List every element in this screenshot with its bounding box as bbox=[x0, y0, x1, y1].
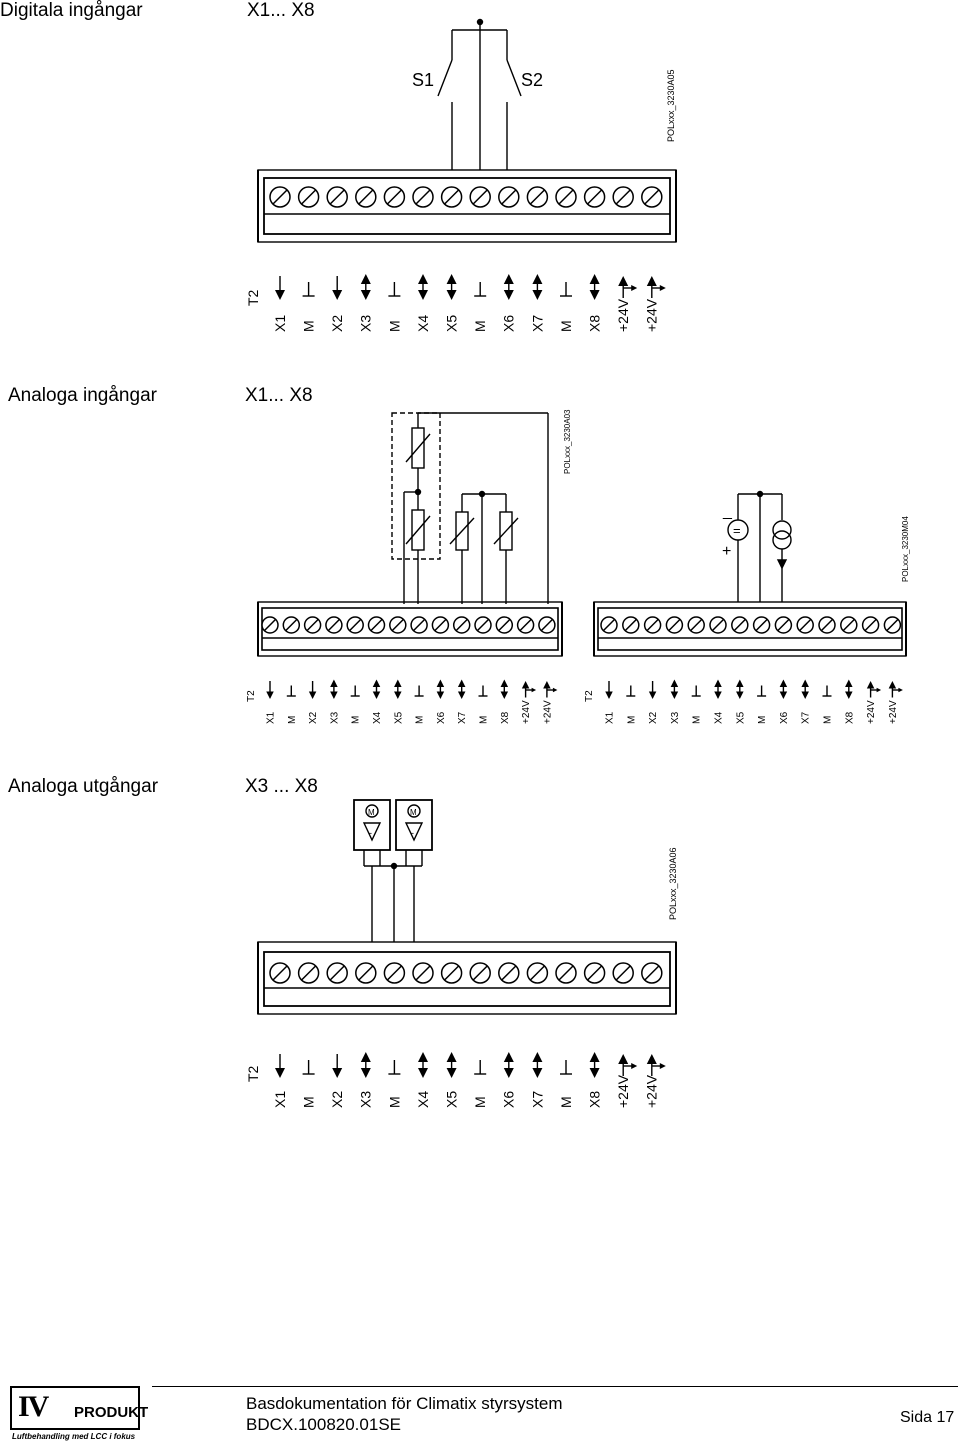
digital-symbol-14-tailhead bbox=[660, 285, 666, 291]
ain-left-label-5: M bbox=[350, 715, 362, 724]
ain-left-symbol-9-down bbox=[437, 692, 445, 700]
footer-doc-code: BDCX.100820.01SE bbox=[246, 1415, 401, 1434]
ain-left-symbol-13-tailhead bbox=[532, 688, 537, 693]
analog-out-figure-code: POLxxx_3230A06 bbox=[668, 847, 678, 920]
analog-outputs-range: X3 ... X8 bbox=[245, 776, 318, 797]
digital-label-2: M bbox=[300, 320, 317, 332]
aout-label-5: M bbox=[386, 1096, 403, 1108]
analog-in-figure-code-left: POLxxx_3230A03 bbox=[563, 409, 572, 474]
analog-inputs-title: Analoga ingångar bbox=[8, 385, 157, 406]
digital-label-11: M bbox=[557, 320, 574, 332]
ain-left-label-4: X3 bbox=[329, 711, 341, 724]
ain-right-label-7: X5 bbox=[735, 711, 747, 724]
actuator2-minus-label: - bbox=[411, 828, 414, 838]
ain-right-symbol-12-down bbox=[845, 692, 853, 700]
aout-symbol-9-down bbox=[504, 1068, 514, 1078]
ain-left-label-6: X4 bbox=[372, 711, 383, 724]
aout-symbol-7-down bbox=[447, 1068, 457, 1078]
digital-label-13: +24V bbox=[615, 298, 632, 332]
digital-label-3: X2 bbox=[329, 314, 346, 332]
digital-label-14: +24V bbox=[643, 298, 660, 332]
aout-symbol-4-up bbox=[361, 1052, 371, 1062]
digital-label-1: X1 bbox=[271, 314, 288, 332]
ain-left-symbol-13-up bbox=[522, 681, 530, 689]
ain-left-symbol-12-up bbox=[501, 680, 509, 688]
aout-symbol-1-head bbox=[275, 1068, 285, 1078]
source-minus-label: _ bbox=[723, 503, 732, 520]
ain-right-label-11: M bbox=[822, 715, 834, 724]
aout-label-10: X7 bbox=[529, 1090, 546, 1108]
aout-symbol-10-up bbox=[532, 1052, 542, 1062]
ain-right-label-8: M bbox=[757, 715, 769, 724]
ain-right-label-9: X6 bbox=[778, 711, 790, 724]
ain-left-label-1: X1 bbox=[265, 711, 277, 724]
digital-label-12: X8 bbox=[586, 314, 603, 332]
ain-left-symbol-4-down bbox=[330, 692, 338, 700]
aout-label-6: X4 bbox=[414, 1090, 431, 1108]
analog-in-figure-code-right: POLxxx_3230M04 bbox=[901, 516, 910, 582]
aout-symbol-3-head bbox=[332, 1068, 342, 1078]
digital-inputs-title: Digitala ingångar bbox=[0, 0, 143, 21]
ain-left-label-14: +24V bbox=[542, 700, 554, 724]
digital-header: T2 bbox=[245, 289, 261, 306]
digital-symbol-10-down bbox=[532, 290, 542, 300]
digital-symbol-12-down bbox=[590, 290, 600, 300]
ain-left-label-2: M bbox=[286, 715, 298, 724]
ain-right-symbol-6-up bbox=[714, 680, 722, 688]
digital-symbol-10-up bbox=[532, 274, 542, 284]
digital-symbol-7-down bbox=[447, 290, 457, 300]
aout-symbol-7-up bbox=[447, 1052, 457, 1062]
footer-doc-title: Basdokumentation för Climatix styrsystem bbox=[246, 1394, 563, 1413]
ain-right-label-1: X1 bbox=[604, 711, 616, 724]
footer-divider bbox=[152, 1386, 958, 1387]
aout-symbol-13-tailhead bbox=[631, 1063, 637, 1069]
digital-symbol-6-down bbox=[418, 290, 428, 300]
ain-left-symbol-3-head bbox=[309, 692, 317, 700]
logo-wordmark: PRODUKT bbox=[74, 1404, 149, 1421]
digital-symbol-9-down bbox=[504, 290, 514, 300]
aout-label-4: X3 bbox=[357, 1090, 374, 1108]
digital-label-7: X5 bbox=[443, 314, 460, 332]
ain-left-label-10: X7 bbox=[457, 711, 469, 724]
aout-symbol-12-up bbox=[590, 1052, 600, 1062]
ain-left-symbol-1-head bbox=[266, 692, 274, 700]
digital-inputs-range: X1... X8 bbox=[247, 0, 315, 21]
ain-left-symbol-14-tailhead bbox=[553, 688, 558, 693]
logo-iv-mark: IV bbox=[18, 1390, 48, 1423]
digital-symbol-1-head bbox=[275, 290, 285, 300]
aout-label-9: X6 bbox=[500, 1090, 517, 1108]
digital-figure-code: POLxxx_3230A05 bbox=[666, 69, 676, 142]
ain-left-symbol-4-up bbox=[330, 680, 338, 688]
ain-right-label-6: X4 bbox=[713, 711, 725, 724]
aout-symbol-9-up bbox=[504, 1052, 514, 1062]
ain-left-label-3: X2 bbox=[308, 711, 320, 724]
ain-left-symbol-14-up bbox=[543, 681, 551, 689]
digital-symbol-4-down bbox=[361, 290, 371, 300]
ain-right-symbol-9-down bbox=[780, 692, 788, 700]
aout-symbol-4-down bbox=[361, 1068, 371, 1078]
aout-symbol-13-up bbox=[618, 1054, 628, 1064]
digital-symbol-12-up bbox=[590, 274, 600, 284]
ain-left-header: T2 bbox=[246, 690, 257, 702]
ain-right-label-12: X8 bbox=[844, 711, 856, 724]
ain-right-symbol-4-up bbox=[671, 680, 679, 688]
ain-right-symbol-13-tailhead bbox=[877, 688, 882, 693]
ain-left-label-8: M bbox=[414, 715, 426, 724]
ain-left-symbol-9-up bbox=[437, 680, 445, 688]
ain-left-symbol-7-up bbox=[394, 680, 402, 688]
aout-label-7: X5 bbox=[443, 1090, 460, 1108]
aout-symbol-10-down bbox=[532, 1068, 542, 1078]
ain-right-label-13: +24V bbox=[866, 700, 878, 724]
aout-label-2: M bbox=[300, 1096, 317, 1108]
ain-right-label-10: X7 bbox=[800, 711, 812, 724]
ain-right-symbol-7-up bbox=[736, 680, 744, 688]
aout-symbol-14-tailhead bbox=[660, 1063, 666, 1069]
actuator1-minus-label: - bbox=[369, 828, 372, 838]
aout-symbol-6-down bbox=[418, 1068, 428, 1078]
digital-label-10: X7 bbox=[529, 314, 546, 332]
aout-label-11: M bbox=[557, 1096, 574, 1108]
digital-symbol-3-head bbox=[332, 290, 342, 300]
aout-label-13: +24V bbox=[615, 1074, 632, 1108]
digital-symbol-4-up bbox=[361, 274, 371, 284]
ain-left-label-11: M bbox=[478, 715, 490, 724]
analog-outputs-title: Analoga utgångar bbox=[8, 776, 159, 797]
ain-left-symbol-12-down bbox=[501, 692, 509, 700]
ain-left-label-12: X8 bbox=[499, 711, 511, 724]
ain-right-symbol-13-up bbox=[867, 681, 875, 689]
ain-right-symbol-4-down bbox=[671, 692, 679, 700]
digital-label-5: M bbox=[386, 320, 403, 332]
source-dc-label: = bbox=[733, 523, 741, 538]
aout-symbol-14-up bbox=[647, 1054, 657, 1064]
actuator2-motor-label: M bbox=[410, 808, 417, 817]
ain-left-symbol-10-up bbox=[458, 680, 466, 688]
ain-right-symbol-12-up bbox=[845, 680, 853, 688]
digital-label-8: M bbox=[472, 320, 489, 332]
digital-symbol-9-up bbox=[504, 274, 514, 284]
ain-right-label-2: M bbox=[626, 715, 638, 724]
aout-symbol-6-up bbox=[418, 1052, 428, 1062]
ain-right-symbol-10-down bbox=[801, 692, 809, 700]
switch-s2-label: S2 bbox=[521, 70, 544, 90]
aout-label-1: X1 bbox=[271, 1090, 288, 1108]
ain-right-label-4: X3 bbox=[669, 711, 681, 724]
ain-right-symbol-9-up bbox=[780, 680, 788, 688]
ain-right-label-3: X2 bbox=[648, 711, 660, 724]
ain-left-label-7: X5 bbox=[393, 711, 405, 724]
ain-left-symbol-7-down bbox=[394, 692, 402, 700]
actuator1-motor-label: M bbox=[368, 808, 375, 817]
ain-right-symbol-14-up bbox=[889, 681, 897, 689]
digital-symbol-7-up bbox=[447, 274, 457, 284]
ain-left-symbol-6-down bbox=[373, 692, 381, 700]
ain-left-label-9: X6 bbox=[435, 711, 447, 724]
logo-tagline: Luftbehandling med LCC i fokus bbox=[12, 1432, 136, 1441]
digital-symbol-13-up bbox=[618, 276, 628, 286]
ain-left-label-13: +24V bbox=[521, 700, 533, 724]
aout-symbol-12-down bbox=[590, 1068, 600, 1078]
iv-produkt-logo bbox=[10, 1386, 149, 1430]
ain-right-symbol-6-down bbox=[714, 692, 722, 700]
ain-right-symbol-1-head bbox=[605, 692, 613, 700]
ain-right-label-14: +24V bbox=[887, 700, 899, 724]
aout-label-3: X2 bbox=[329, 1090, 346, 1108]
ain-right-symbol-10-up bbox=[801, 680, 809, 688]
ain-right-label-5: M bbox=[691, 715, 703, 724]
aout-header: T2 bbox=[245, 1065, 261, 1082]
source-plus-label: + bbox=[722, 543, 732, 560]
digital-label-9: X6 bbox=[500, 314, 517, 332]
aout-label-12: X8 bbox=[586, 1090, 603, 1108]
switch-s1-label: S1 bbox=[412, 70, 435, 90]
ain-right-header: T2 bbox=[584, 690, 595, 702]
analog-inputs-range: X1... X8 bbox=[245, 385, 313, 406]
ain-left-symbol-10-down bbox=[458, 692, 466, 700]
ain-right-symbol-3-head bbox=[649, 692, 657, 700]
digital-symbol-13-tailhead bbox=[631, 285, 637, 291]
ain-left-symbol-6-up bbox=[373, 680, 381, 688]
digital-label-6: X4 bbox=[414, 314, 431, 332]
digital-symbol-14-up bbox=[647, 276, 657, 286]
ain-right-symbol-7-down bbox=[736, 692, 744, 700]
digital-symbol-6-up bbox=[418, 274, 428, 284]
ain-right-symbol-14-tailhead bbox=[898, 688, 903, 693]
aout-label-8: M bbox=[472, 1096, 489, 1108]
digital-label-4: X3 bbox=[357, 314, 374, 332]
aout-label-14: +24V bbox=[643, 1074, 660, 1108]
page-number: Sida 17 bbox=[900, 1409, 955, 1426]
